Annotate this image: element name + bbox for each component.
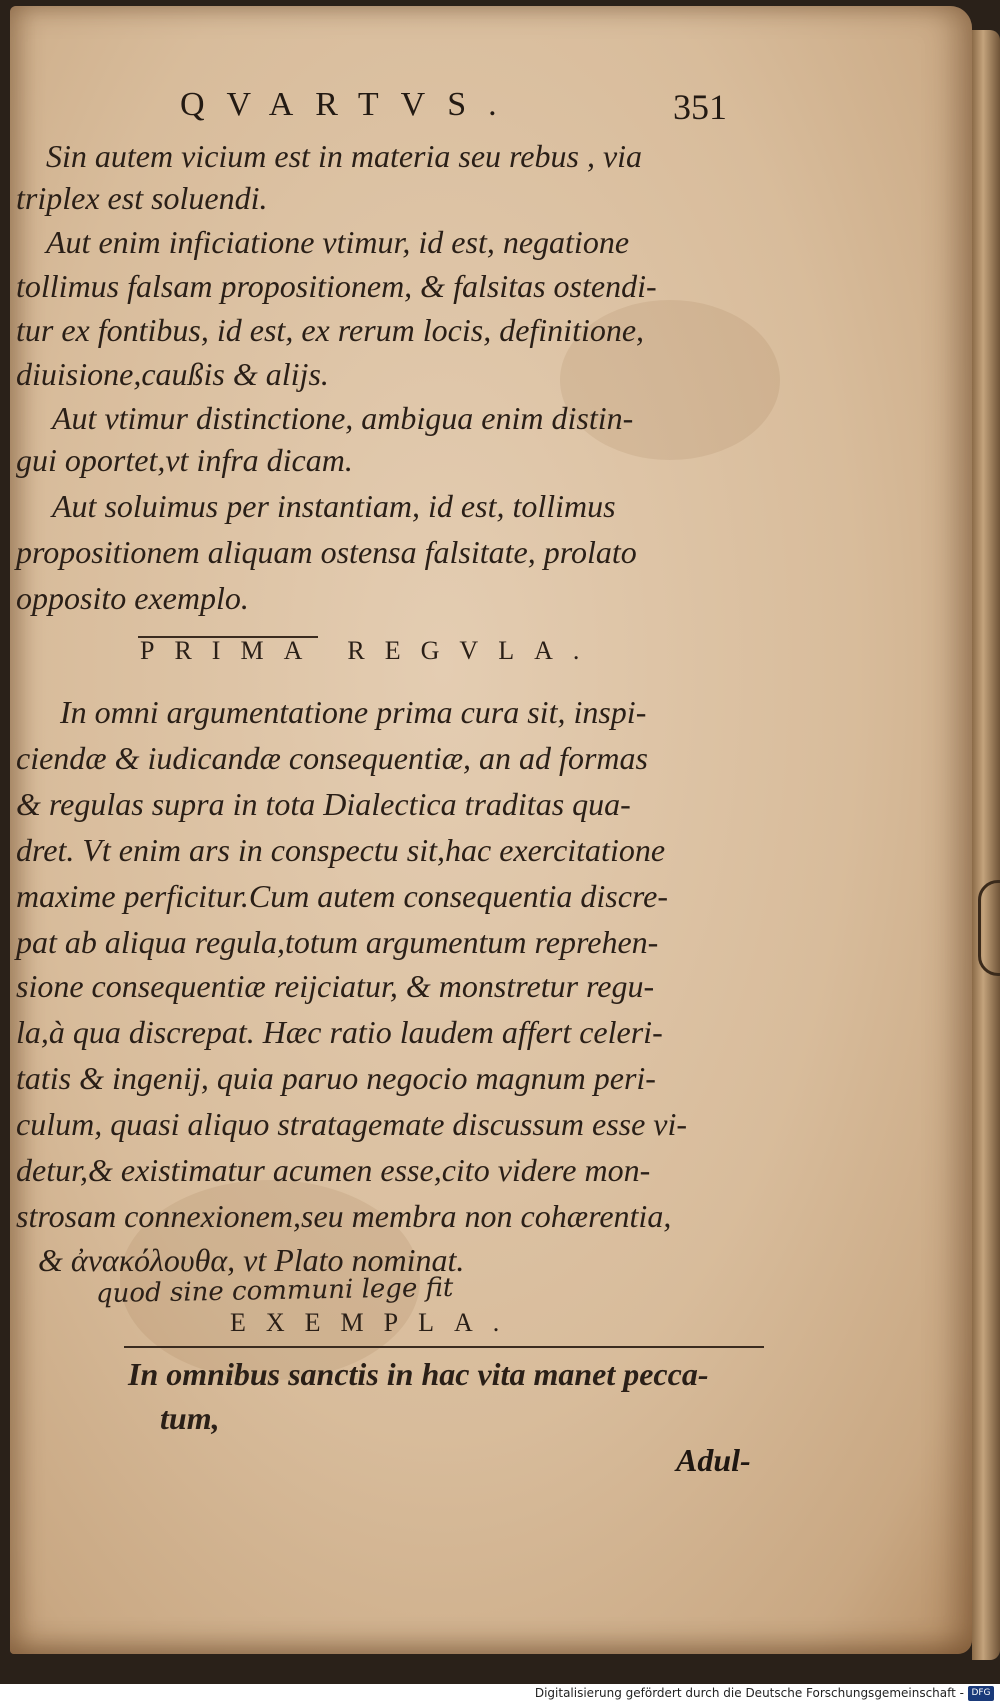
text-line: sione consequentiæ reijciatur, & monstretur regu- — [16, 968, 655, 1004]
text-line: maxime perficitur.Cum autem consequentia discre- — [16, 878, 669, 914]
text-line: Sin autem vicium est in materia seu rebus , via — [46, 138, 643, 174]
text-line: ciendæ & iudicandæ consequentiæ, an ad formas — [16, 740, 648, 776]
text-line: culum, quasi aliquo stratagemate discussum esse vi- — [16, 1106, 688, 1142]
exempla-heading: EXEMPLA. — [230, 1308, 520, 1337]
text-line: detur,& existimatur acumen esse,cito videre mon- — [16, 1152, 651, 1188]
text-line: Aut soluimus per instantiam, id est, tollimus — [52, 488, 616, 524]
catchword: Adul- — [676, 1442, 751, 1478]
text-line: triplex est soluendi. — [16, 180, 268, 216]
text-line: propositionem aliquam ostensa falsitate, prolato — [16, 534, 637, 570]
text-line: strosam connexionem,seu membra non cohærentia, — [16, 1198, 672, 1234]
text-line: & ἀνακόλουθα, vt Plato nominat. — [38, 1242, 465, 1278]
text-line: pat ab aliqua regula,totum argumentum reprehen- — [16, 924, 659, 960]
section-heading: PRIMA REGVLA. — [140, 636, 600, 665]
text-line: dret. Vt enim ars in conspectu sit,hac exercitatione — [16, 832, 666, 868]
handwritten-annotation: quod sine communi lege fit — [95, 1272, 454, 1310]
running-head — [180, 86, 780, 126]
digitization-credit: Digitalisierung gefördert durch die Deutsche Forschungsgemeinschaft - — [534, 1686, 964, 1700]
text-line: Aut vtimur distinctione, ambigua enim distin- — [52, 400, 634, 436]
text-line: opposito exemplo. — [16, 580, 249, 616]
example-line: tum, — [160, 1400, 220, 1436]
text-line: la,à qua discrepat. Hæc ratio laudem affert celeri- — [16, 1014, 663, 1050]
text-line: diuisione,caußis & alijs. — [16, 356, 329, 392]
dfg-logo: DFG — [968, 1686, 994, 1701]
example-line: In omnibus sanctis in hac vita manet pecca- — [128, 1356, 709, 1392]
text-line: & regulas supra in tota Dialectica traditas qua- — [16, 786, 631, 822]
text-line: tur ex fontibus, id est, ex rerum locis, definitione, — [16, 312, 645, 348]
text-line: gui oportet,vt infra dicam. — [16, 442, 353, 478]
text-line: In omni argumentatione prima cura sit, inspi- — [60, 694, 647, 730]
page-edges — [972, 30, 1000, 1660]
running-head-title: QVARTVS. — [180, 86, 519, 123]
example-rule — [124, 1346, 764, 1348]
page-number: 351 — [673, 87, 727, 127]
binding-clasp — [978, 880, 1000, 976]
text-line: tatis & ingenij, quia paruo negocio magnum peri- — [16, 1060, 656, 1096]
text-line: tollimus falsam propositionem, & falsitas ostendi- — [16, 268, 657, 304]
text-line: Aut enim inficiatione vtimur, id est, negatione — [46, 224, 630, 260]
